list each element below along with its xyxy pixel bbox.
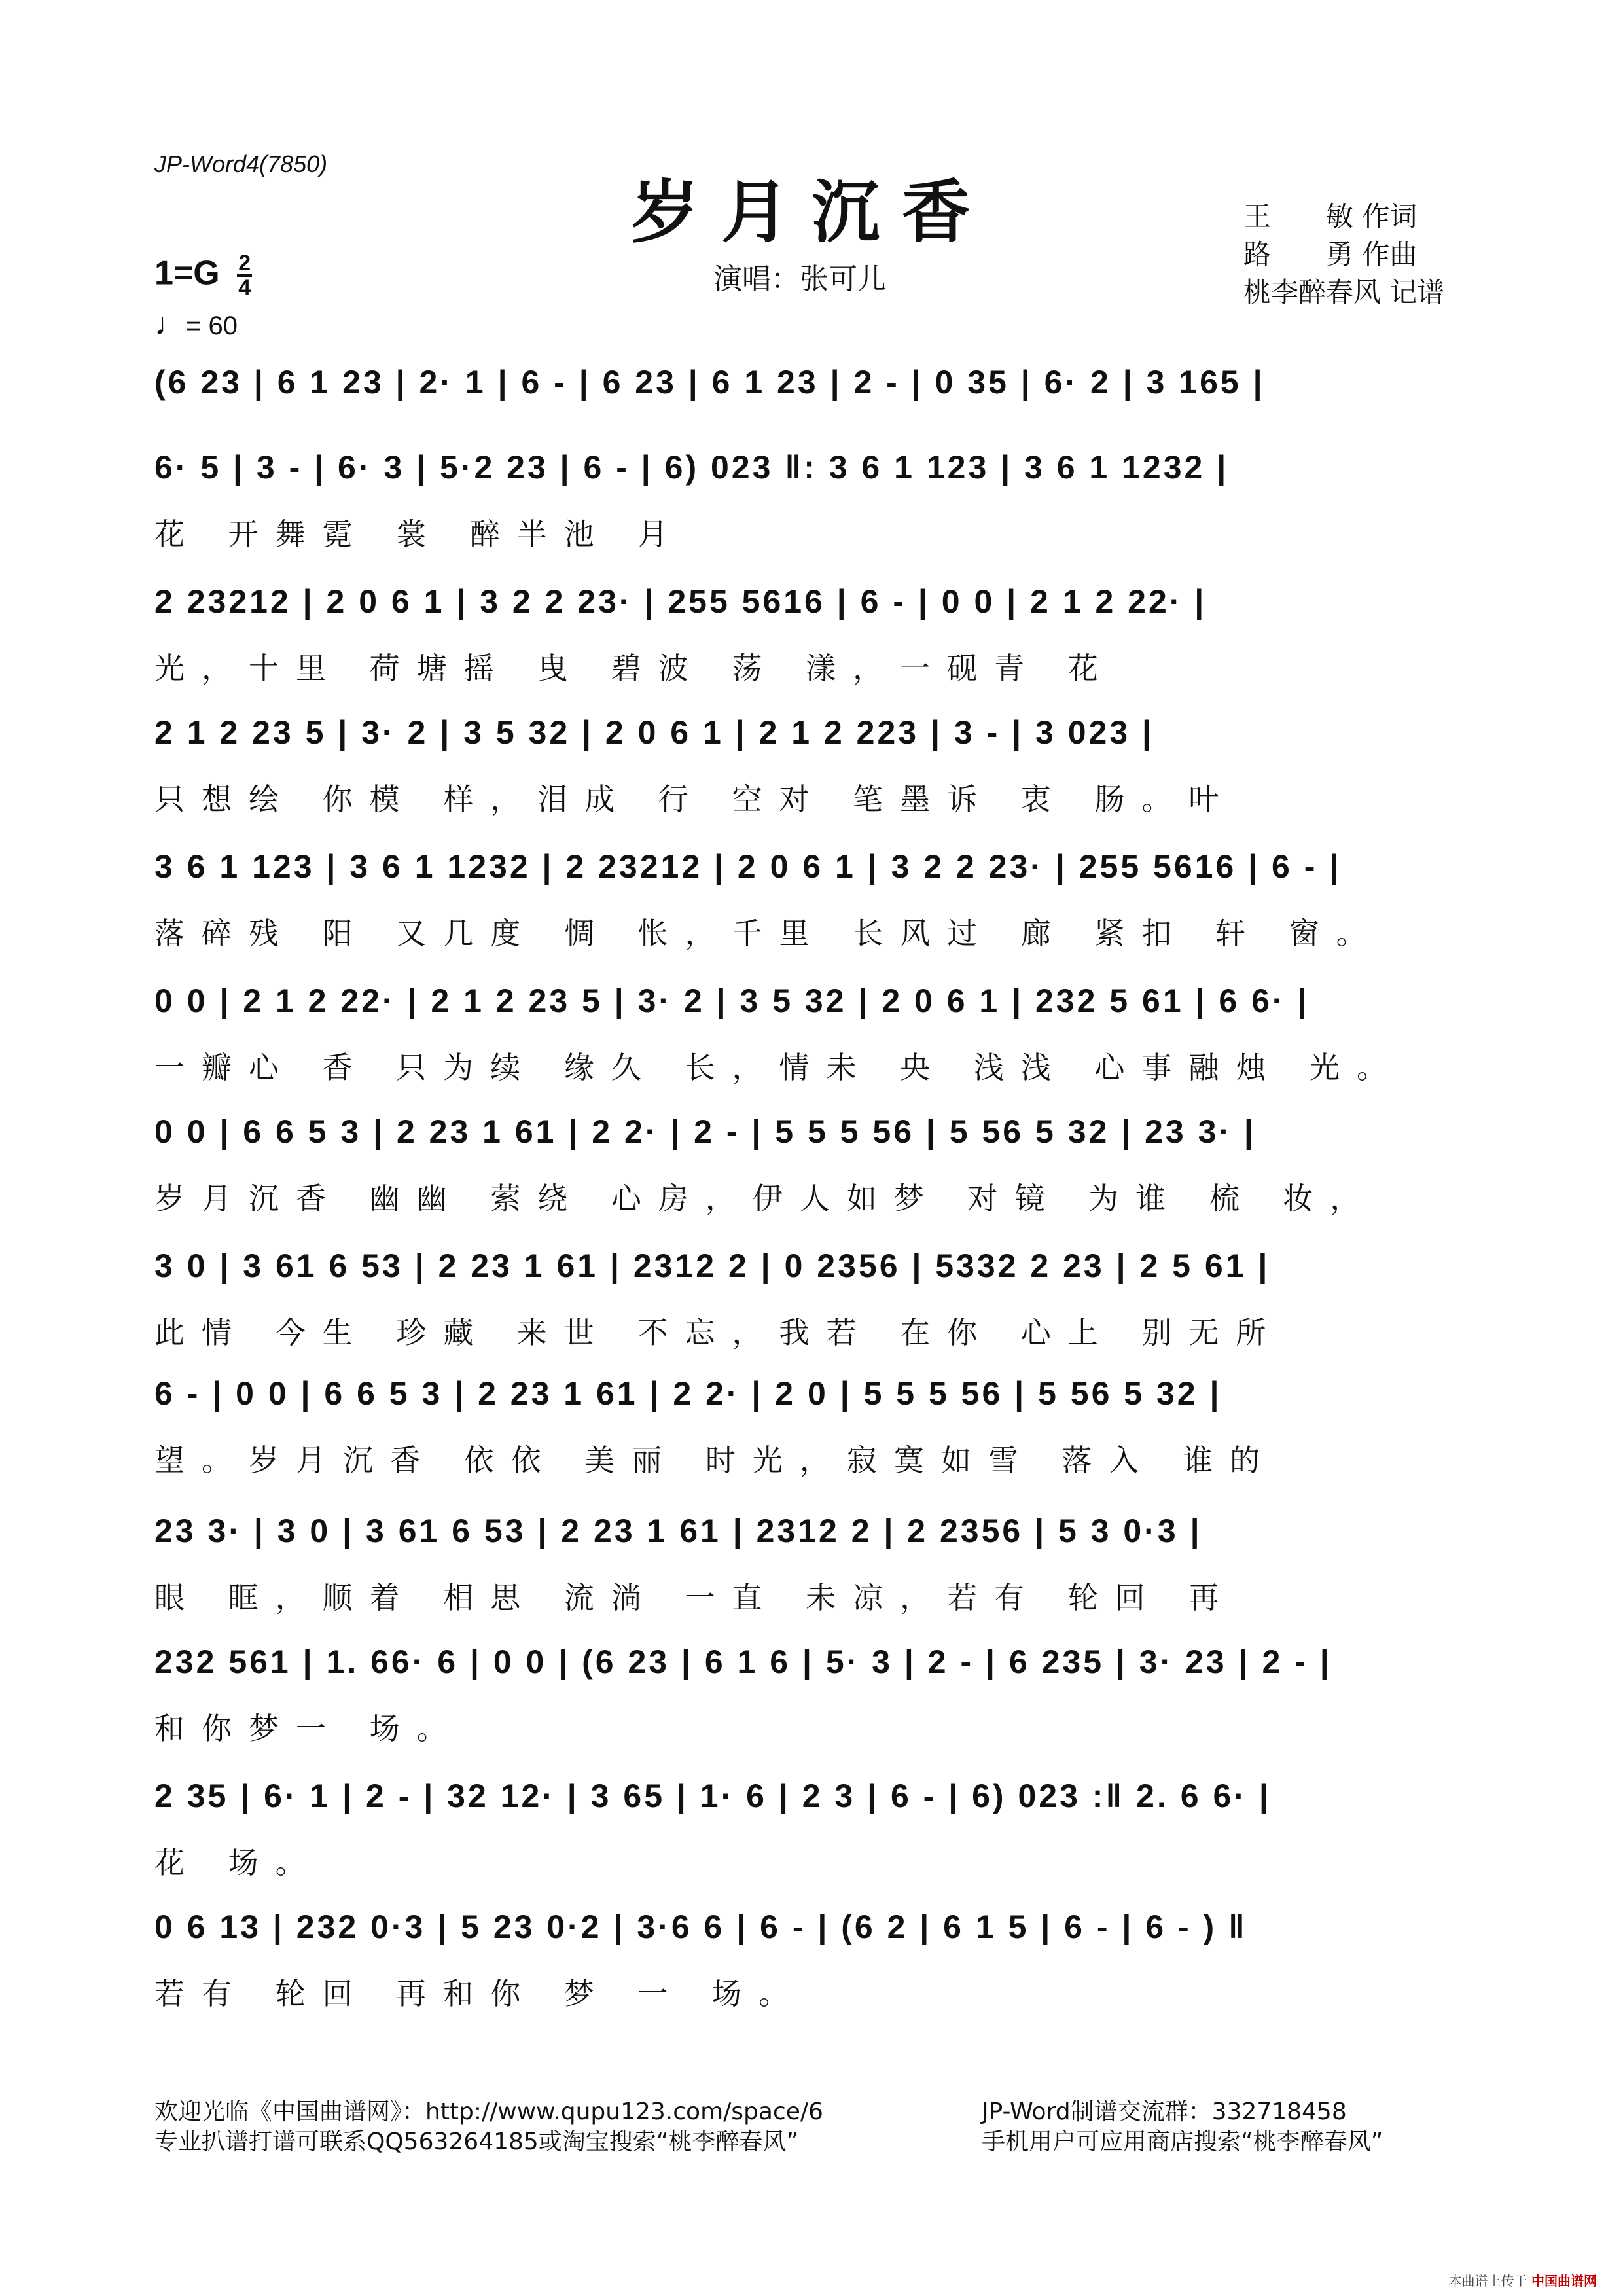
notation-line: 2 35 | 6· 1 | 2 - | 32 12· | 3 65 | 1· 6 | 2 3 | 6 - | 6) 023 :‖ 2. 6 6· | — [154, 1778, 1271, 1814]
software-label: JP-Word4(7850) — [154, 151, 328, 177]
notation-line: 0 0 | 2 1 2 22· | 2 1 2 23 5 | 3· 2 | 3 5 32 | 2 0 6 1 | 232 5 61 | 6 6· | — [154, 982, 1310, 1019]
footer-site: 欢迎光临《中国曲谱网》：http://www.qupu123.com/space/6 — [154, 2098, 823, 2125]
key-signature — [154, 252, 252, 299]
notation-line: 0 0 | 6 6 5 3 | 2 23 1 61 | 2 2· | 2 - | 5 5 5 56 | 5 56 5 32 | 23 3· | — [154, 1113, 1256, 1150]
lyric-line: 此情 今生 珍藏 来世 不忘，我若 在你 心上 别无所 — [154, 1315, 1283, 1350]
time-signature — [237, 252, 252, 299]
notation-line: 2 23212 | 2 0 6 1 | 3 2 2 23· | 255 5616 | 6 - | 0 0 | 2 1 2 22· | — [154, 583, 1207, 620]
notation-line: 6· 5 | 3 - | 6· 3 | 5·2 23 | 6 - | 6) 023 ‖: 3 6 1 123 | 3 6 1 1232 | — [154, 449, 1229, 486]
site-watermark — [1449, 2270, 1597, 2289]
tempo-value: = 60 — [186, 312, 238, 340]
lyric-line: 落碎残 阳 又几度 惆 怅，千里 长风过 廊 紧扣 轩 窗。 — [154, 916, 1383, 951]
watermark-brand: 中国曲谱网 — [1531, 2273, 1597, 2289]
lyric-line: 望。岁月沉香 依依 美丽 时光，寂寞如雪 落入 谁的 — [154, 1443, 1277, 1478]
notation-line: (6 23 | 6 1 23 | 2· 1 | 6 - | 6 23 | 6 1 23 | 2 - | 0 35 | 6· 2 | 3 165 | — [154, 364, 1265, 401]
singer-label: 演唱：张可儿 — [713, 262, 886, 296]
lyricist-credit: 王 敏 作词 — [1243, 200, 1418, 232]
notation-line: 2 1 2 23 5 | 3· 2 | 3 5 32 | 2 0 6 1 | 2 1 2 223 | 3 - | 3 023 | — [154, 714, 1154, 751]
notation-line: 23 3· | 3 0 | 3 61 6 53 | 2 23 1 61 | 2312 2 | 2 2356 | 5 3 0·3 | — [154, 1513, 1202, 1549]
transcriber-credit: 桃李醉春风 记谱 — [1243, 276, 1445, 308]
quarter-note-icon: ♩ — [154, 307, 186, 342]
lyric-line: 若有 轮回 再和你 梦 一 场。 — [154, 1976, 806, 2011]
lyric-line: 眼 眶，顺着 相思 流淌 一直 未凉，若有 轮回 再 — [154, 1580, 1236, 1615]
footer-contact: 专业扒谱打谱可联系QQ563264185或淘宝搜索“桃李醉春风” — [154, 2128, 799, 2155]
lyric-line: 花 开舞霓 裳 醉半池 月 — [154, 516, 685, 552]
lyric-line: 一瓣心 香 只为续 缘久 长，情未 央 浅浅 心事融烛 光。 — [154, 1050, 1404, 1085]
notation-line: 6 - | 0 0 | 6 6 5 3 | 2 23 1 61 | 2 2· | 2 0 | 5 5 5 56 | 5 56 5 32 | — [154, 1375, 1222, 1412]
notation-line: 0 6 13 | 232 0·3 | 5 23 0·2 | 3·6 6 | 6 - | (6 2 | 6 1 5 | 6 - | 6 - ) ‖ — [154, 1909, 1247, 1945]
footer-group: JP-Word制谱交流群：332718458 — [982, 2098, 1347, 2125]
notation-line: 3 6 1 123 | 3 6 1 1232 | 2 23212 | 2 0 6 1 | 3 2 2 23· | 255 5616 | 6 - | — [154, 848, 1342, 885]
lyric-line: 花 场。 — [154, 1845, 323, 1880]
watermark-prefix: 本曲谱上传于 — [1448, 2273, 1527, 2289]
time-denominator: 4 — [238, 276, 251, 300]
lyric-line: 只想绘 你模 样，泪成 行 空对 笔墨诉 衷 肠。叶 — [154, 781, 1236, 817]
notation-line: 232 561 | 1. 66· 6 | 0 0 | (6 23 | 6 1 6 | 5· 3 | 2 - | 6 235 | 3· 23 | 2 - | — [154, 1643, 1332, 1680]
credits-block — [1243, 198, 1444, 312]
footer-app: 手机用户可应用商店搜索“桃李醉春风” — [982, 2128, 1383, 2155]
composer-credit: 路 勇 作曲 — [1243, 238, 1418, 270]
song-title: 岁月沉香 — [630, 171, 992, 252]
notation-line: 3 0 | 3 61 6 53 | 2 23 1 61 | 2312 2 | 0 2356 | 5332 2 23 | 2 5 61 | — [154, 1247, 1270, 1284]
time-numerator: 2 — [238, 251, 251, 276]
lyric-line: 和你梦一 场。 — [154, 1711, 464, 1746]
lyric-line: 光，十里 荷塘摇 曳 碧波 荡 漾，一砚青 花 — [154, 651, 1115, 686]
tempo-marking — [154, 306, 238, 342]
key-label: 1=G — [154, 254, 220, 293]
lyric-line: 岁月沉香 幽幽 萦绕 心房，伊人如梦 对镜 为谁 梳 妆， — [154, 1181, 1378, 1216]
